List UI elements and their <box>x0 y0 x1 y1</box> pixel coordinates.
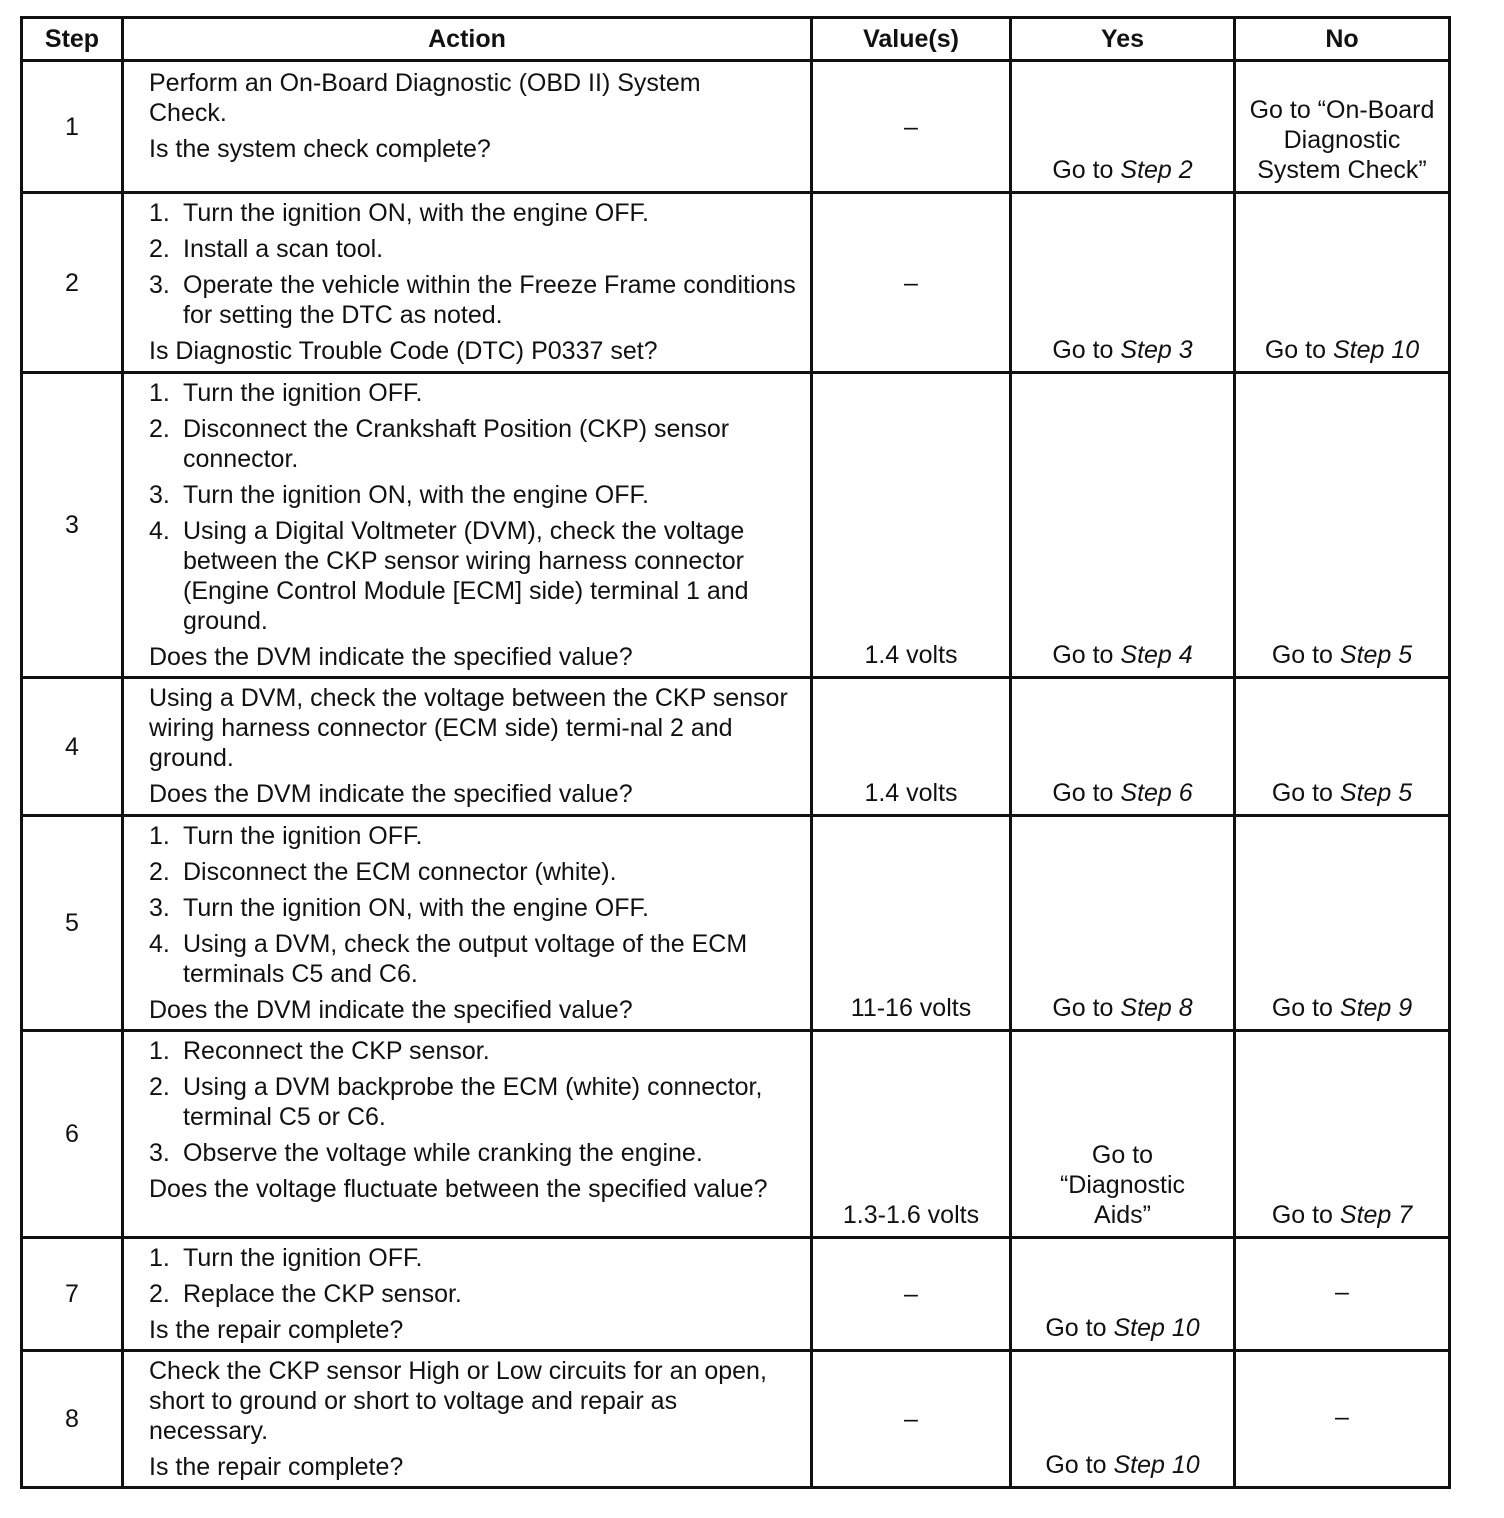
yes-cell: Go to Step 10 <box>1011 1351 1235 1488</box>
no-cell: Go to Step 5 <box>1235 373 1450 678</box>
value-cell: – <box>812 193 1011 373</box>
table-row <box>22 373 1450 678</box>
diagnostic-table <box>20 16 1451 1489</box>
action-cell <box>123 1031 812 1238</box>
action-cell <box>123 373 812 678</box>
yes-step-ref: Step 6 <box>1120 779 1193 807</box>
table-row <box>22 61 1450 193</box>
step-number: 7 <box>22 1238 123 1351</box>
action-question: Is Diagnostic Trouble Code (DTC) P0337 set? <box>149 337 658 365</box>
yes-cell: Go to Step 8 <box>1011 816 1235 1031</box>
step-number: 2 <box>22 193 123 373</box>
action-text: Using a DVM, check the voltage between the CKP sensor wiring harness connector (ECM side) termi-nal 2 and ground. <box>149 684 788 772</box>
table-row <box>22 193 1450 373</box>
yes-step-ref: Step 10 <box>1113 1314 1200 1342</box>
table-row <box>22 1238 1450 1351</box>
no-step-ref: Step 10 <box>1332 336 1420 364</box>
yes-step-ref: Step 2 <box>1120 156 1193 184</box>
value-cell: 1.4 volts <box>812 373 1011 678</box>
list-item: 1. Turn the ignition OFF. <box>149 1244 423 1272</box>
no-cell: Go to “On-Board Diagnostic System Check” <box>1235 61 1450 193</box>
action-text: Check the CKP sensor High or Low circuits for an open, short to ground or short to voltage and repair as necessary. <box>149 1357 767 1445</box>
value-cell: 1.3-1.6 volts <box>812 1031 1011 1238</box>
value-cell: – <box>812 1238 1011 1351</box>
header-row <box>22 18 1450 61</box>
list-item: 3. Operate the vehicle within the Freeze Frame conditions for setting the DTC as noted. <box>149 271 796 329</box>
header-step: Step <box>22 18 123 61</box>
action-cell <box>123 816 812 1031</box>
yes-cell: Go to Step 6 <box>1011 678 1235 816</box>
list-item: 2. Disconnect the Crankshaft Position (CKP) sensor connector. <box>149 415 730 473</box>
table-row <box>22 678 1450 816</box>
list-item: 2. Using a DVM backprobe the ECM (white) connector, terminal C5 or C6. <box>149 1073 763 1131</box>
no-cell: Go to Step 7 <box>1235 1031 1450 1238</box>
action-cell <box>123 1238 812 1351</box>
action-cell <box>123 193 812 373</box>
header-no: No <box>1235 18 1450 61</box>
yes-cell: Go to Step 3 <box>1011 193 1235 373</box>
list-item: 2. Install a scan tool. <box>149 235 384 263</box>
action-question: Is the repair complete? <box>149 1453 404 1481</box>
step-number: 5 <box>22 816 123 1031</box>
header-yes: Yes <box>1011 18 1235 61</box>
no-step-ref: Step 5 <box>1339 779 1413 807</box>
action-cell <box>123 1351 812 1488</box>
list-item: 4. Using a Digital Voltmeter (DVM), check the voltage between the CKP sensor wiring harness connector (Engine Control Module [ECM] side) terminal 1 and ground. <box>149 517 749 635</box>
value-cell: 1.4 volts <box>812 678 1011 816</box>
list-item: 4. Using a DVM, check the output voltage of the ECM terminals C5 and C6. <box>149 930 748 988</box>
list-item: 2. Disconnect the ECM connector (white). <box>149 858 617 886</box>
step-number: 1 <box>22 61 123 193</box>
value-cell: – <box>812 61 1011 193</box>
action-question: Is the system check complete? <box>149 135 491 163</box>
yes-prefix: Go to <box>1052 156 1121 184</box>
no-cell: Go to Step 10 <box>1235 193 1450 373</box>
no-step-ref: Step 9 <box>1339 994 1413 1022</box>
step-number: 8 <box>22 1351 123 1488</box>
no-cell: – <box>1235 1351 1450 1488</box>
step-number: 3 <box>22 373 123 678</box>
header-action: Action <box>123 18 812 61</box>
action-cell <box>123 678 812 816</box>
no-cell: Go to Step 5 <box>1235 678 1450 816</box>
no-cell: – <box>1235 1238 1450 1351</box>
list-item: 3. Turn the ignition ON, with the engine OFF. <box>149 481 649 509</box>
table-row <box>22 816 1450 1031</box>
list-item: 2. Replace the CKP sensor. <box>149 1280 462 1308</box>
yes-cell: Go to “Diagnostic Aids” <box>1011 1031 1235 1238</box>
action-question: Is the repair complete? <box>149 1316 404 1344</box>
yes-cell: Go to Step 10 <box>1011 1238 1235 1351</box>
action-question: Does the voltage fluctuate between the specified value? <box>149 1175 768 1203</box>
list-item: 1. Turn the ignition OFF. <box>149 822 423 850</box>
list-item: 3. Observe the voltage while cranking the engine. <box>149 1139 703 1167</box>
step-number: 4 <box>22 678 123 816</box>
no-step-ref: Step 5 <box>1339 641 1413 669</box>
yes-cell <box>1011 61 1235 193</box>
yes-step-ref: Step 4 <box>1120 641 1193 669</box>
yes-step-ref: Step 3 <box>1120 336 1193 364</box>
diagnostic-table-container <box>20 16 1451 1489</box>
list-item: 1. Turn the ignition ON, with the engine OFF. <box>149 199 649 227</box>
action-question: Does the DVM indicate the specified value? <box>149 780 633 808</box>
table-row <box>22 1031 1450 1238</box>
value-cell: 11-16 volts <box>812 816 1011 1031</box>
table-row <box>22 1351 1450 1488</box>
no-cell: Go to Step 9 <box>1235 816 1450 1031</box>
yes-step-ref: Step 10 <box>1113 1451 1200 1479</box>
action-text: Perform an On-Board Diagnostic (OBD II) System Check. <box>149 69 701 127</box>
header-values: Value(s) <box>812 18 1011 61</box>
list-item: 3. Turn the ignition ON, with the engine OFF. <box>149 894 649 922</box>
value-cell: – <box>812 1351 1011 1488</box>
no-step-ref: Step 7 <box>1339 1201 1413 1229</box>
action-question: Does the DVM indicate the specified value? <box>149 643 633 671</box>
list-item: 1. Reconnect the CKP sensor. <box>149 1037 490 1065</box>
action-question: Does the DVM indicate the specified value? <box>149 996 633 1024</box>
action-cell <box>123 61 812 193</box>
step-number: 6 <box>22 1031 123 1238</box>
list-item: 1. Turn the ignition OFF. <box>149 379 423 407</box>
yes-step-ref: Step 8 <box>1120 994 1193 1022</box>
yes-cell: Go to Step 4 <box>1011 373 1235 678</box>
